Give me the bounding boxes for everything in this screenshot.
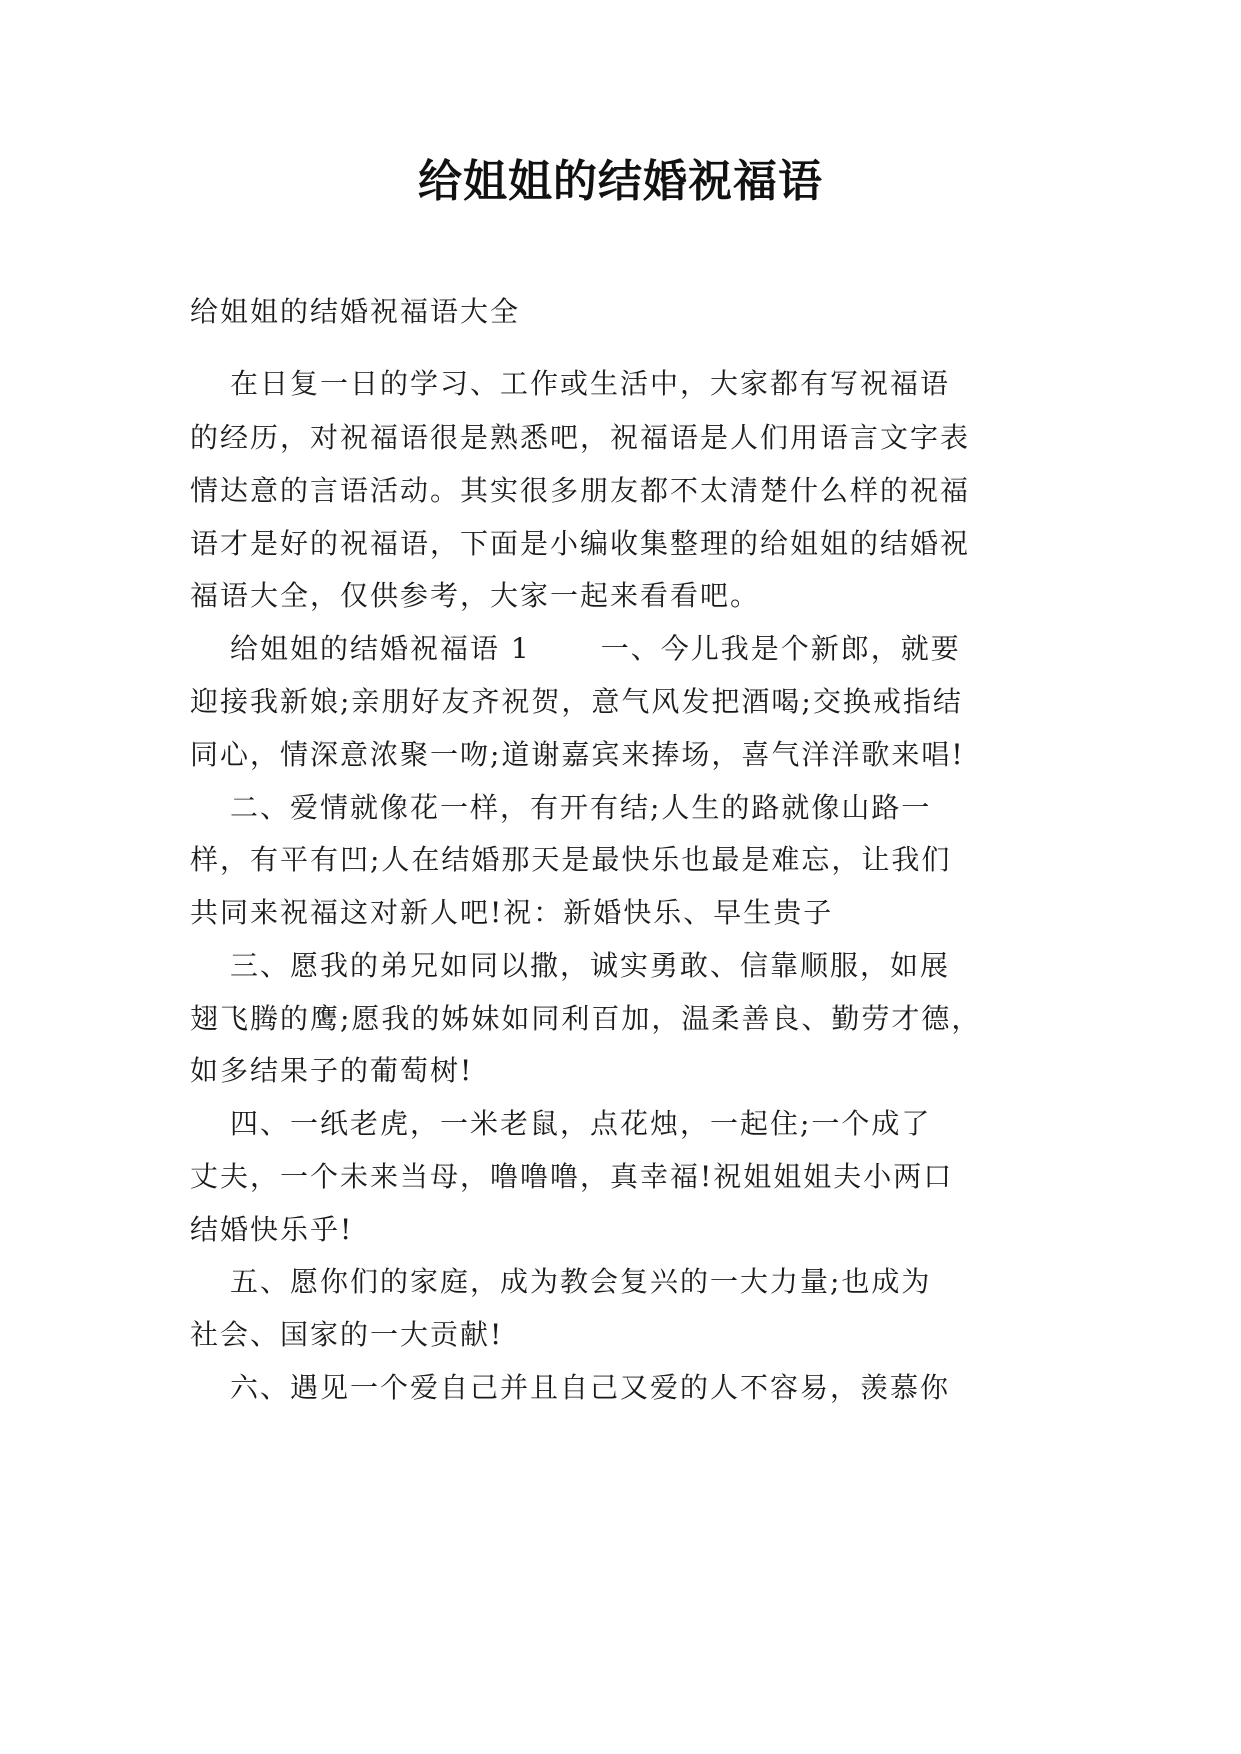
paragraph-line: 福语大全，仅供参考，大家一起来看看吧。 [190,579,761,612]
paragraph-line: 三、愿我的弟兄如同以撒，诚实勇敢、信靠顺服，如展 [230,949,951,982]
paragraph-line: 翅飞腾的鹰;愿我的姊妹如同利百加，温柔善良、勤劳才德， [190,1002,982,1035]
paragraph-line: 结婚快乐乎! [190,1213,354,1246]
paragraph-line: 情达意的言语活动。其实很多朋友都不太清楚什么样的祝福 [190,474,971,507]
paragraph-line: 在日复一日的学习、工作或生活中，大家都有写祝福语 [230,367,951,400]
section-heading-line [230,629,961,669]
paragraph-line: 五、愿你们的家庭，成为教会复兴的一大力量;也成为 [230,1265,932,1298]
paragraph-line: 六、遇见一个爱自己并且自己又爱的人不容易，羡慕你 [230,1371,951,1404]
paragraph-line: 样，有平有凹;人在结婚那天是最快乐也最是难忘，让我们 [190,843,952,876]
paragraph-line: 语才是好的祝福语，下面是小编收集整理的给姐姐的结婚祝 [190,527,971,560]
document-subtitle: 给姐姐的结婚祝福语大全 [190,295,521,328]
paragraph-line: 二、爱情就像花一样，有开有结;人生的路就像山路一 [230,791,932,824]
section-heading: 给姐姐的结婚祝福语 1 [230,632,531,665]
paragraph-line: 同心，情深意浓聚一吻;道谢嘉宾来捧场，喜气洋洋歌来唱! [190,738,965,771]
document-title: 给姐姐的结婚祝福语 [418,156,823,207]
paragraph-text: 一、今儿我是个新郎，就要 [600,632,961,665]
paragraph-line: 丈夫，一个未来当母，噜噜噜，真幸福!祝姐姐姐夫小两口 [190,1160,954,1193]
paragraph-line: 四、一纸老虎，一米老鼠，点花烛，一起住;一个成了 [230,1107,932,1140]
paragraph-line: 共同来祝福这对新人吧!祝：新婚快乐、早生贵子 [190,896,834,929]
paragraph-line: 的经历，对祝福语很是熟悉吧，祝福语是人们用语言文字表 [190,421,971,454]
paragraph-line: 迎接我新娘;亲朋好友齐祝贺，意气风发把酒喝;交换戒指结 [190,685,963,718]
paragraph-line: 如多结果子的葡萄树! [190,1054,474,1087]
paragraph-line: 社会、国家的一大贡献! [190,1318,504,1351]
